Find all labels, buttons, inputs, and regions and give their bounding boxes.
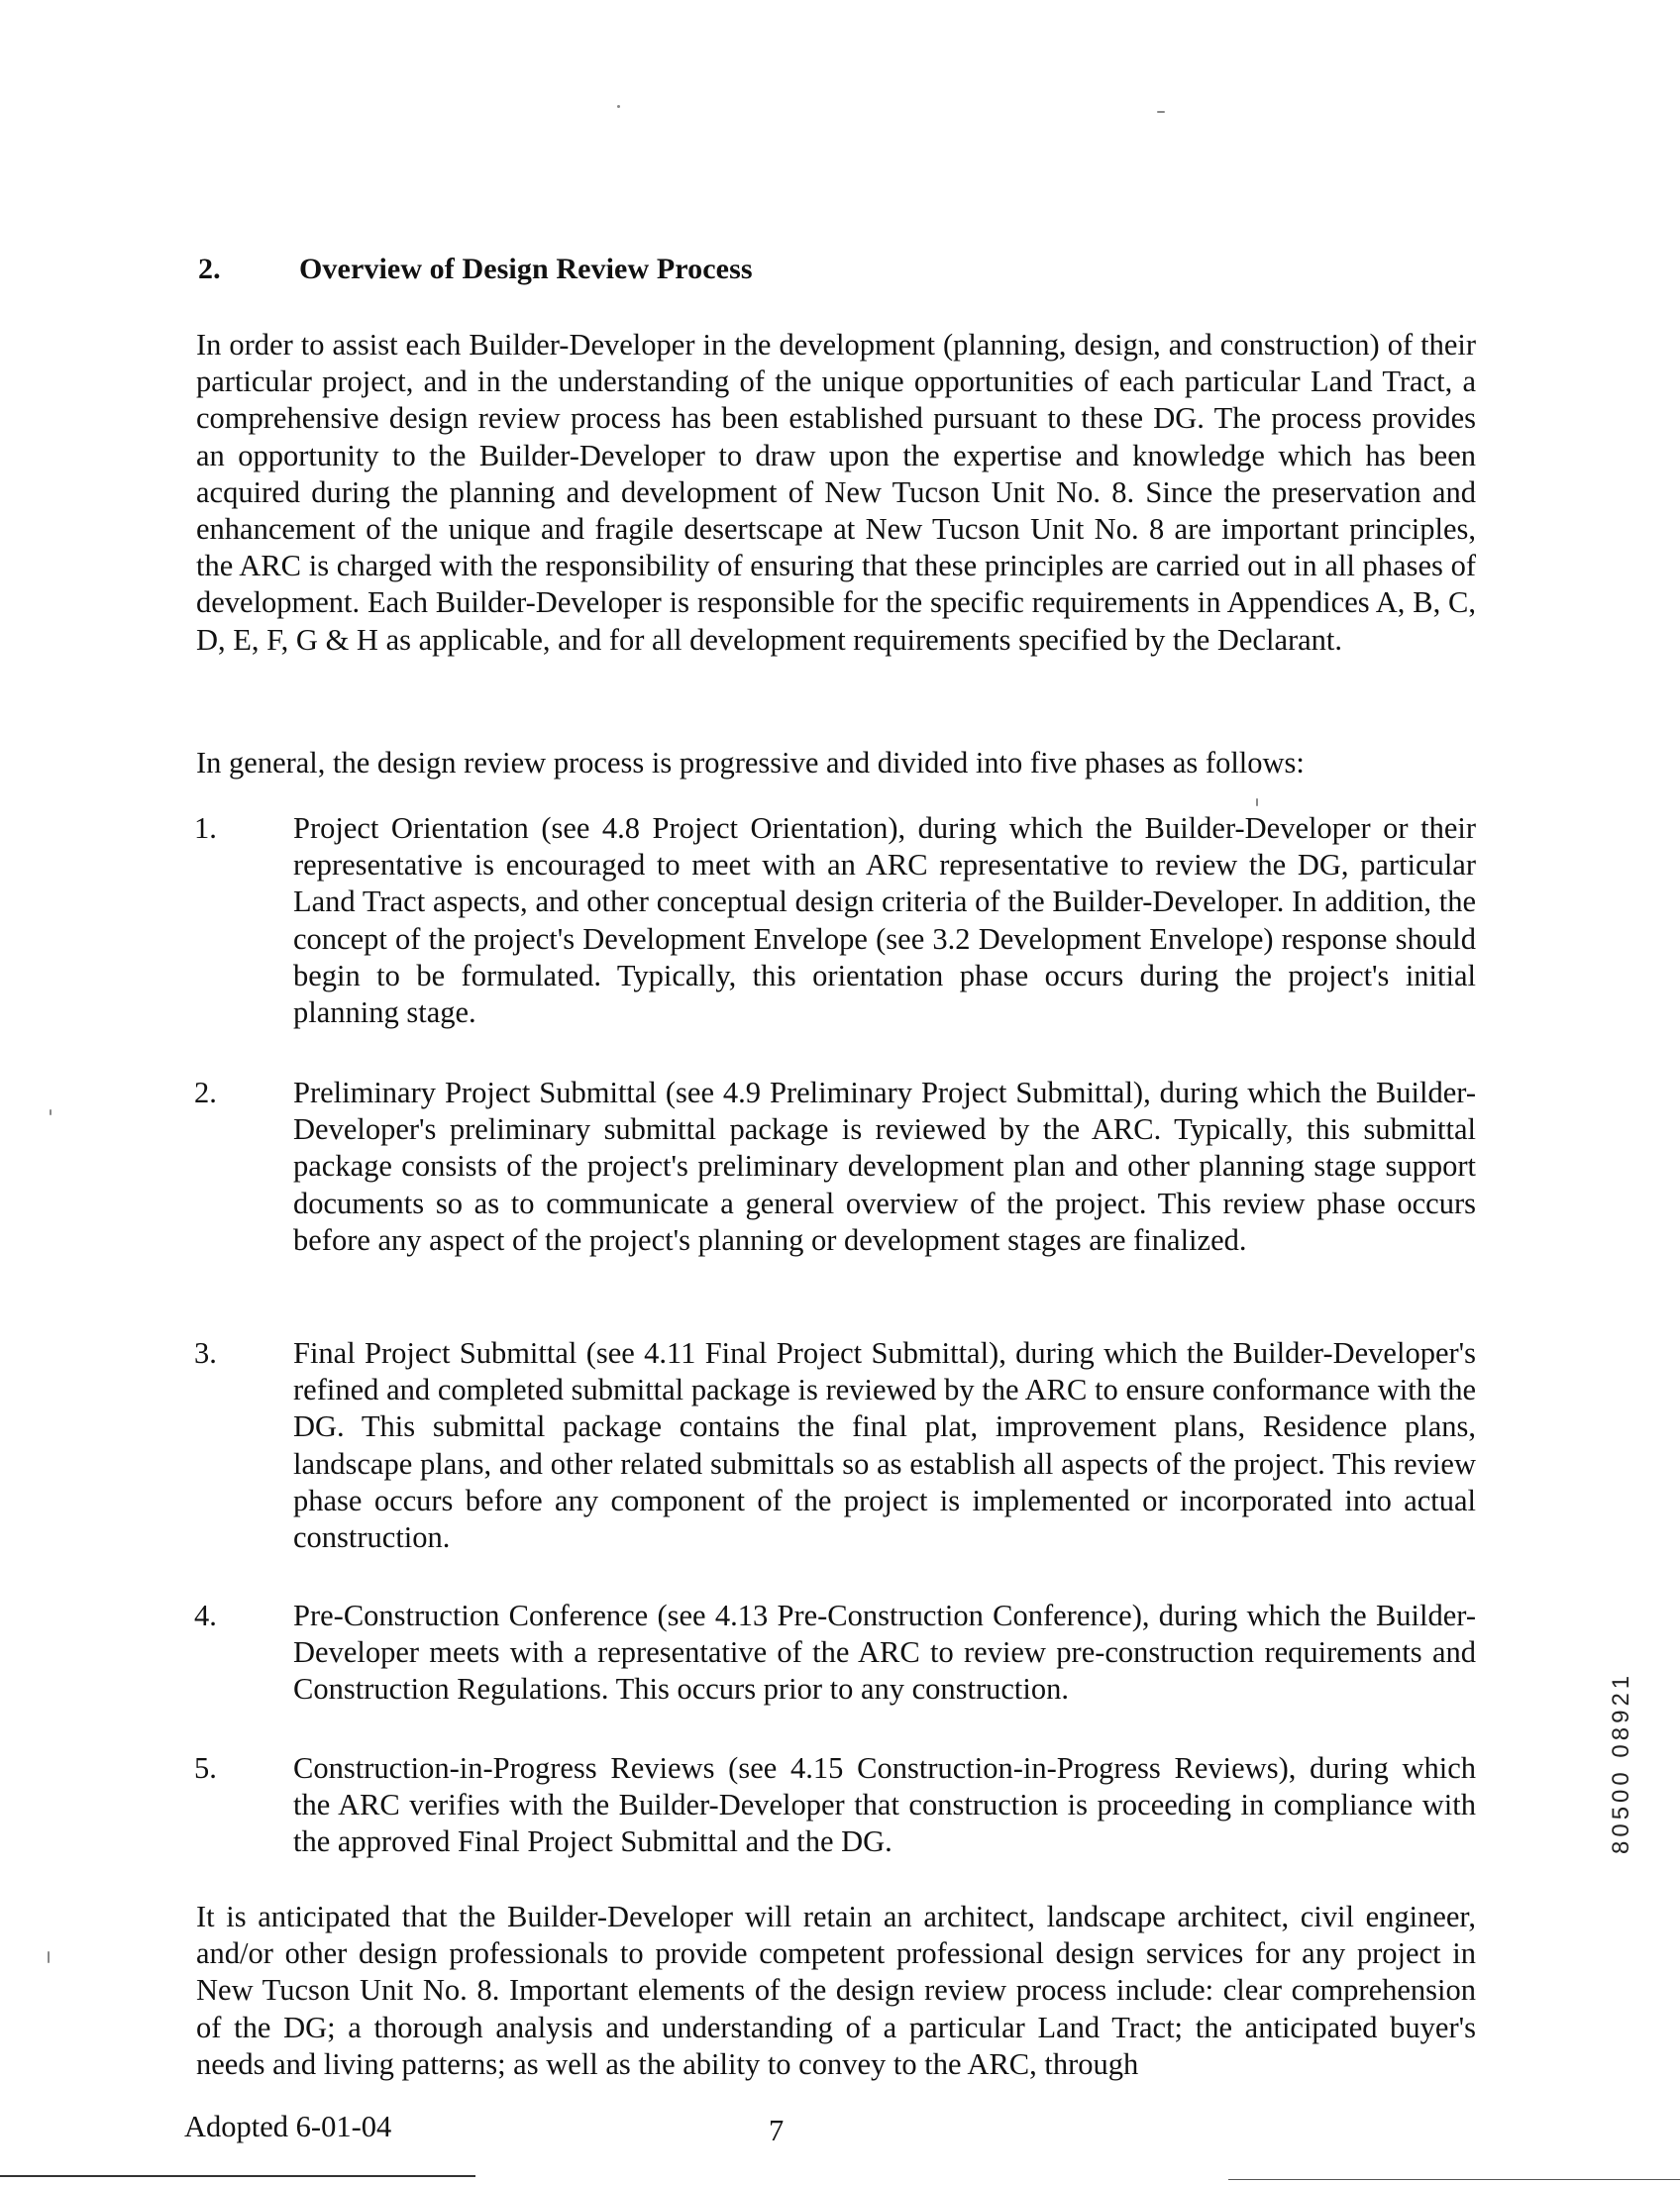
- scan-speck: [1157, 111, 1165, 113]
- general-paragraph: In general, the design review process is progressive and divided into five phases as follows:: [196, 746, 1305, 780]
- intro-paragraph: In order to assist each Builder-Developer in the development (planning, design, and construction) of their particular project, and in the understanding of the unique opportunities of each particular Land Tract, a comprehensive design review process has been established pursuant to these DG. The process provides an opportunity to the Builder-Developer to draw upon the expertise and knowledge which has been acquired during the planning and development of New Tucson Unit No. 8. Since the preservation and enhancement of the unique and fragile desertscape at New Tucson Unit No. 8 are important principles, the ARC is charged with the responsibility of ensuring that these principles are carried out in all phases of development. Each Builder-Developer is responsible for the specific requirements in Appendices A, B, C, D, E, F, G & H as applicable, and for all development requirements specified by the Declarant.: [196, 328, 1476, 657]
- phase-text: Construction-in-Progress Reviews (see 4.15 Construction-in-Progress Reviews), during which the ARC verifies with the Builder-Developer that construction is proceeding in compliance with the approved Final Project Submittal and the DG.: [293, 1751, 1476, 1859]
- phase-number: 5.: [194, 1751, 217, 1785]
- phase-number: 4.: [194, 1599, 217, 1632]
- section-heading: [198, 253, 753, 286]
- bottom-rule: [0, 2175, 475, 2177]
- scan-speck: [50, 1109, 52, 1115]
- phase-number: 3.: [194, 1336, 217, 1370]
- closing-paragraph: It is anticipated that the Builder-Developer will retain an architect, landscape architect, civil engineer, and/or other design professionals to provide competent professional design services for any project in New Tucson Unit No. 8. Important elements of the design review process include: clear comprehension of the DG; a thorough analysis and understanding of a particular Land Tract; the anticipated buyer's needs and living patterns; as well as the ability to convey to the ARC, through: [196, 1900, 1476, 2081]
- page-number: 7: [769, 2114, 785, 2147]
- document-stamp: 80500 08921: [1608, 1671, 1634, 1854]
- phase-text: Preliminary Project Submittal (see 4.9 Preliminary Project Submittal), during which the Builder-Developer's preliminary submittal package is reviewed by the ARC. Typically, this submittal package consists of the project's preliminary development plan and other planning stage support documents so as to communicate a general overview of the project. This review phase occurs before any aspect of the project's planning or development stages are finalized.: [293, 1076, 1476, 1257]
- bottom-rule-right: [1228, 2179, 1680, 2180]
- phase-text: Pre-Construction Conference (see 4.13 Pre-Construction Conference), during which the Builder-Developer meets with a representative of the ARC to review pre-construction requirements and Construction Regulations. This occurs prior to any construction.: [293, 1599, 1476, 1707]
- phase-text: Final Project Submittal (see 4.11 Final Project Submittal), during which the Builder-Developer's refined and completed submittal package is reviewed by the ARC to ensure conformance with the DG. This submittal package contains the final plat, improvement plans, Residence plans, landscape plans, and other related submittals so as establish all aspects of the project. This review phase occurs before any component of the project is implemented or incorporated into actual construction.: [293, 1336, 1476, 1555]
- phase-number: 2.: [194, 1076, 217, 1109]
- scan-speck: [48, 1951, 50, 1963]
- phase-number: 1.: [194, 811, 217, 845]
- phase-text: Project Orientation (see 4.8 Project Orientation), during which the Builder-Developer or their representative is encouraged to meet with an ARC representative to review the DG, particular Land Tract aspects, and other conceptual design criteria of the Builder-Developer. In addition, the concept of the project's Development Envelope (see 3.2 Development Envelope) response should begin to be formulated. Typically, this orientation phase occurs during the project's initial planning stage.: [293, 811, 1476, 1030]
- adopted-date: Adopted 6-01-04: [184, 2110, 392, 2143]
- section-number: 2.: [198, 253, 221, 285]
- scan-speck: [617, 105, 620, 108]
- scan-speck: [1256, 798, 1258, 806]
- section-title: Overview of Design Review Process: [299, 253, 753, 285]
